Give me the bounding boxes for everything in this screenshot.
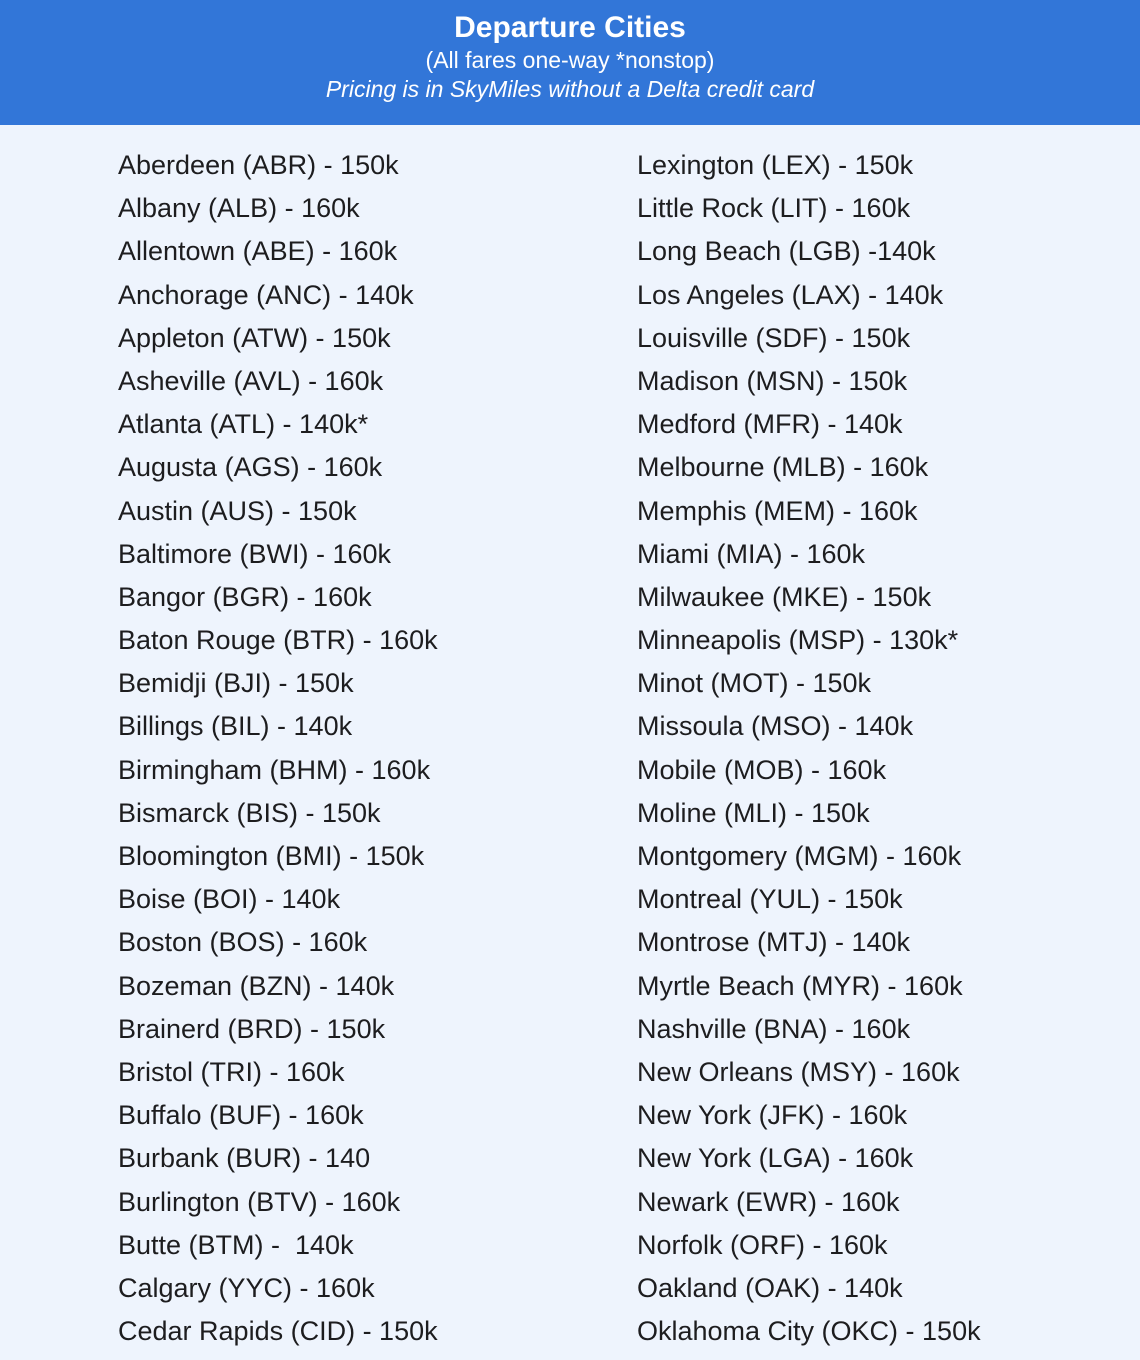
city-fare-item: Burbank (BUR) - 140 — [118, 1143, 371, 1174]
city-fare-item: Baton Rouge (BTR) - 160k — [118, 625, 438, 656]
city-fare-item: Austin (AUS) - 150k — [118, 495, 357, 526]
city-fare-item: Cedar Rapids (CID) - 150k — [118, 1316, 438, 1347]
header-banner — [0, 0, 1140, 125]
city-fare-item: Madison (MSN) - 150k — [637, 365, 908, 396]
city-fare-item: Montrose (MTJ) - 140k — [637, 927, 911, 958]
city-fare-item: Oakland (OAK) - 140k — [637, 1272, 903, 1303]
city-fare-item: New Orleans (MSY) - 160k — [637, 1056, 960, 1087]
city-fare-item: Minot (MOT) - 150k — [637, 668, 872, 699]
page-subtitle: (All fares one-way *nonstop) — [425, 47, 715, 73]
city-fare-item: Augusta (AGS) - 160k — [118, 452, 383, 483]
city-fare-item: Bismarck (BIS) - 150k — [118, 797, 381, 828]
city-fare-item: Baltimore (BWI) - 160k — [118, 538, 392, 569]
city-fare-item: Butte (BTM) - 140k — [118, 1229, 354, 1260]
city-fare-item: Oklahoma City (OKC) - 150k — [637, 1316, 981, 1347]
city-fare-item: Norfolk (ORF) - 160k — [637, 1229, 888, 1260]
city-fare-item: Los Angeles (LAX) - 140k — [637, 279, 944, 310]
city-fare-item: New York (LGA) - 160k — [637, 1143, 914, 1174]
city-fare-item: Memphis (MEM) - 160k — [637, 495, 918, 526]
city-fare-item: Asheville (AVL) - 160k — [118, 365, 384, 396]
city-fare-item: Birmingham (BHM) - 160k — [118, 754, 431, 785]
city-fare-item: Montgomery (MGM) - 160k — [637, 841, 962, 871]
city-fare-item: Medford (MFR) - 140k — [637, 409, 903, 440]
right-city-list — [637, 144, 981, 1353]
city-fare-item: Bristol (TRI) - 160k — [118, 1056, 345, 1087]
city-fare-item: Bloomington (BMI) - 150k — [118, 841, 425, 871]
city-fare-item: Anchorage (ANC) - 140k — [118, 279, 414, 310]
city-fare-item: Long Beach (LGB) -140k — [637, 236, 936, 267]
city-fare-item: Atlanta (ATL) - 140k* — [118, 409, 369, 440]
city-fare-item: Mobile (MOB) - 160k — [637, 754, 887, 785]
city-fare-item: Missoula (MSO) - 140k — [637, 711, 914, 742]
city-fare-item: Burlington (BTV) - 160k — [118, 1186, 401, 1217]
city-fare-item: Milwaukee (MKE) - 150k — [637, 581, 932, 612]
city-fare-item: Boston (BOS) - 160k — [118, 927, 368, 958]
city-fare-item: Allentown (ABE) - 160k — [118, 236, 398, 267]
page-title: Departure Cities — [454, 11, 686, 44]
city-fare-item: Miami (MIA) - 160k — [637, 538, 866, 569]
city-fare-item: Montreal (YUL) - 150k — [637, 884, 903, 915]
left-city-list — [118, 144, 438, 1353]
city-fare-item: Myrtle Beach (MYR) - 160k — [637, 970, 963, 1001]
city-fare-item: Appleton (ATW) - 150k — [118, 322, 391, 353]
city-fare-item: Minneapolis (MSP) - 130k* — [637, 625, 959, 656]
city-fare-item: Bozeman (BZN) - 140k — [118, 970, 395, 1001]
city-fare-item: Nashville (BNA) - 160k — [637, 1013, 911, 1044]
city-fare-item: New York (JFK) - 160k — [637, 1100, 908, 1131]
city-fare-item: Moline (MLI) - 150k — [637, 797, 870, 828]
city-fare-item: Lexington (LEX) - 150k — [637, 150, 914, 180]
city-fare-item: Aberdeen (ABR) - 150k — [118, 150, 399, 180]
city-fare-item: Bemidji (BJI) - 150k — [118, 668, 354, 699]
city-fare-item: Buffalo (BUF) - 160k — [118, 1100, 364, 1131]
city-fare-item: Albany (ALB) - 160k — [118, 193, 360, 224]
city-fare-item: Brainerd (BRD) - 150k — [118, 1013, 386, 1044]
city-fare-item: Louisville (SDF) - 150k — [637, 322, 911, 353]
pricing-note: Pricing is in SkyMiles without a Delta credit card — [325, 76, 815, 102]
city-fare-item: Bangor (BGR) - 160k — [118, 581, 372, 612]
city-fare-item: Billings (BIL) - 140k — [118, 711, 353, 742]
city-fare-item: Little Rock (LIT) - 160k — [637, 193, 911, 224]
city-fare-item: Melbourne (MLB) - 160k — [637, 452, 929, 483]
city-fare-item: Boise (BOI) - 140k — [118, 884, 341, 915]
city-fare-item: Calgary (YYC) - 160k — [118, 1272, 375, 1303]
city-fare-item: Newark (EWR) - 160k — [637, 1186, 900, 1217]
